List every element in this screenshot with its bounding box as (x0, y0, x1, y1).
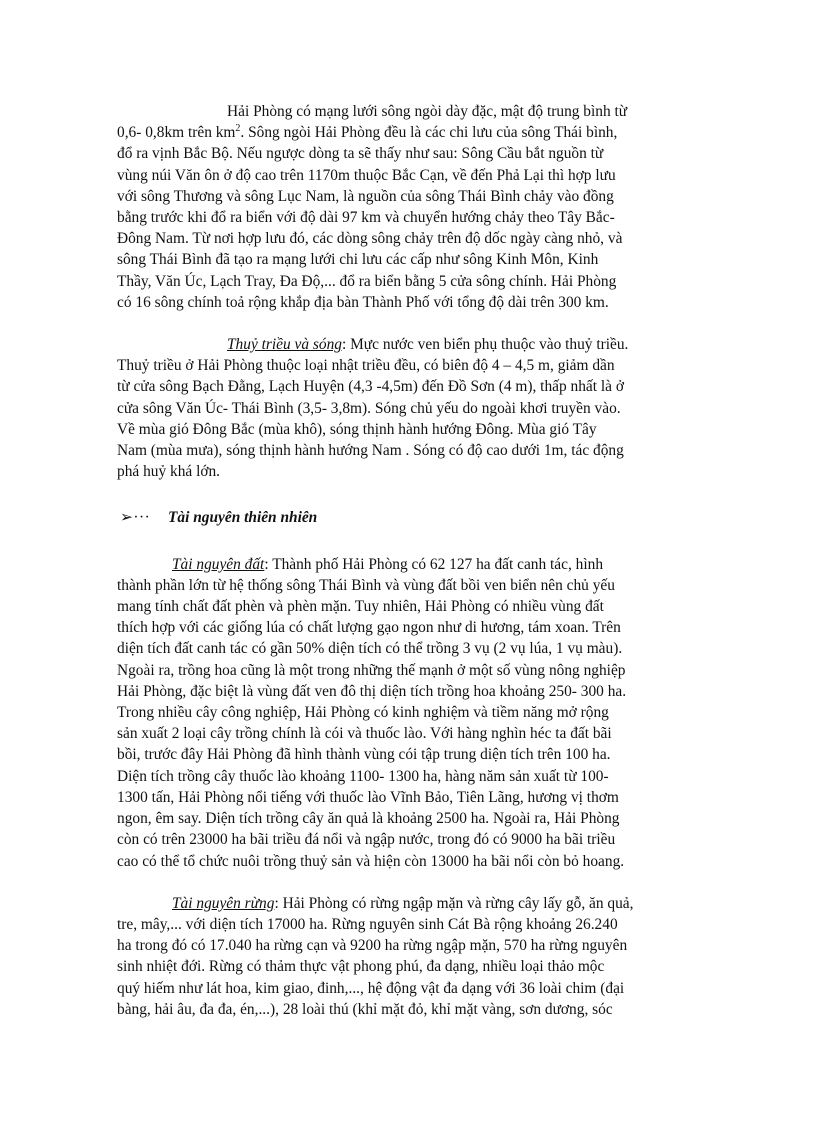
text-line (117, 554, 692, 575)
text-line: bồi, trước đây Hải Phòng đã hình thành vùng cói tập trung diện tích trên 100 ha. (117, 746, 611, 764)
text-segment: . Sông ngòi Hải Phòng đều là các chi lưu của sông Thái bình, (240, 124, 618, 142)
text-line: Ngoài ra, trồng hoa cũng là một trong những thế mạnh ở một số vùng nông nghiệp (117, 661, 626, 679)
paragraph-land-resources (117, 554, 692, 872)
text-line: diện tích đất canh tác có gần 50% diện tích có thể trồng 3 vụ (2 vụ lúa, 1 vụ màu). (117, 640, 623, 658)
paragraph-lead: Thuỷ triều và sóng (227, 336, 342, 354)
paragraph-rivers (117, 101, 692, 313)
arrow-bullet-icon: ➢··· (120, 509, 151, 527)
section-heading (120, 507, 692, 528)
text-line: Đông Nam. Từ nơi hợp lưu đó, các dòng sông chảy trên độ dốc ngày càng nhỏ, và (117, 230, 623, 248)
text-line: Nam (mùa mưa), sóng thịnh hành hướng Nam . Sóng có độ cao dưới 1m, tác động (117, 442, 624, 460)
text-line: Thầy, Văn Úc, Lạch Tray, Đa Độ,... đổ ra biển bằng 5 cửa sông chính. Hải Phòng (117, 272, 617, 290)
text-line: cửa sông Văn Úc- Thái Bình (3,5- 3,8m). Sóng chủ yếu do ngoài khơi truyền vào. (117, 399, 621, 417)
text-line: Diện tích trồng cây thuốc lào khoảng 1100- 1300 ha, hàng năm sản xuất từ 100- (117, 767, 609, 785)
text-line: sản xuất 2 loại cây trồng chính là cói và thuốc lào. Với hàng nghìn héc ta đất bãi (117, 725, 612, 743)
text-line (117, 334, 692, 355)
text-line: đổ ra vịnh Bắc Bộ. Nếu ngược dòng ta sẽ thấy như sau: Sông Cầu bắt nguồn từ (117, 145, 604, 163)
text-line: ha trong đó có 17.040 ha rừng cạn và 9200 ha rừng ngập mặn, 570 ha rừng nguyên (117, 937, 628, 955)
superscript: 2 (235, 123, 241, 135)
text-line: thành phần lớn từ hệ thống sông Thái Bình và vùng đất bồi ven biển nên chủ yếu (117, 576, 615, 594)
paragraph-lead: Tài nguyên đất (172, 555, 265, 573)
text-line: quý hiếm như lát hoa, kim giao, đinh,..., hệ động vật đa dạng với 36 loài chim (đại (117, 979, 625, 997)
paragraph-tides (117, 334, 692, 482)
text-line: có 16 sông chính toả rộng khắp địa bàn Thành Phố với tổng độ dài trên 300 km. (117, 293, 609, 311)
text-line: tre, mây,... với diện tích 17000 ha. Rừng nguyên sinh Cát Bà rộng khoảng 26.240 (117, 915, 618, 933)
text-line: Thuỷ triều ở Hải Phòng thuộc loại nhật triều đều, có biên độ 4 – 4,5 m, giảm dần (117, 357, 615, 375)
text-line: sinh nhiệt đới. Rừng có thảm thực vật phong phú, đa dạng, nhiều loại thảo mộc (117, 958, 605, 976)
text-line: với sông Thương và sông Lục Nam, là nguồn của sông Thái Bình chảy vào đồng (117, 187, 614, 205)
text-segment: : Mực nước ven biển phụ thuộc vào thuỷ triều. (342, 336, 629, 354)
text-line: 1300 tấn, Hải Phòng nổi tiếng với thuốc lào Vĩnh Bảo, Tiên Lãng, hương vị thơm (117, 788, 619, 806)
paragraph-forest-resources (117, 893, 692, 1020)
section-heading-text: Tài nguyên thiên nhiên (168, 509, 318, 527)
text-line: mang tính chất đất phèn và phèn mặn. Tuy nhiên, Hải Phòng có nhiều vùng đất (117, 598, 604, 616)
text-line: vùng núi Văn ôn ở độ cao trên 1170m thuộc Bắc Cạn, về đến Phả Lại thì hợp lưu (117, 166, 616, 184)
text-segment: : Hải Phòng có rừng ngập mặn và rừng cây lấy gỗ, ăn quả, (274, 894, 634, 912)
text-line: cao có thể tổ chức nuôi trồng thuỷ sản và hiện còn 13000 ha bãi nổi còn bỏ hoang. (117, 852, 625, 870)
text-line: ngon, êm say. Diện tích trồng cây ăn quả là khoảng 2500 ha. Ngoài ra, Hải Phòng (117, 810, 620, 828)
paragraph-lead: Tài nguyên rừng (172, 894, 275, 912)
text-line (117, 893, 692, 914)
text-segment: : Thành phố Hải Phòng có 62 127 ha đất canh tác, hình (264, 555, 604, 573)
text-line: bàng, hải âu, đa đa, én,...), 28 loài thú (khỉ mặt đỏ, khỉ mặt vàng, sơn dương, sóc (117, 1000, 613, 1018)
text-line (117, 122, 692, 143)
text-line: Hải Phòng, đặc biệt là vùng đất ven đô thị diện tích trồng hoa khoảng 250- 300 ha. (117, 682, 627, 700)
text-line: Về mùa gió Đông Bắc (mùa khô), sóng thịnh hành hướng Đông. Mùa gió Tây (117, 420, 597, 438)
text-line: Hải Phòng có mạng lưới sông ngòi dày đặc, mật độ trung bình từ (227, 103, 628, 120)
text-segment: 0,6- 0,8km trên km (117, 124, 236, 142)
document-body (117, 101, 692, 1020)
text-line: phá huỷ khá lớn. (117, 463, 221, 481)
text-line: thích hợp với các giống lúa có chất lượng gạo ngon như di hương, tám xoan. Trên (117, 619, 621, 637)
text-line: sông Thái Bình đã tạo ra mạng lưới chi lưu các cấp như sông Kinh Môn, Kinh (117, 251, 599, 269)
text-line: bằng trước khi đổ ra biển với độ dài 97 km và chuyển hướng chảy theo Tây Bắc- (117, 209, 615, 227)
text-line: Trong nhiều cây công nghiệp, Hải Phòng có kinh nghiệm và tiềm năng mở rộng (117, 704, 609, 722)
text-line: còn có trên 23000 ha bãi triều đá nổi và ngập nước, trong đó có 9000 ha bãi triều (117, 831, 616, 849)
text-line: từ cửa sông Bạch Đằng, Lạch Huyện (4,3 -4,5m) đến Đồ Sơn (4 m), thấp nhất là ở (117, 378, 624, 396)
